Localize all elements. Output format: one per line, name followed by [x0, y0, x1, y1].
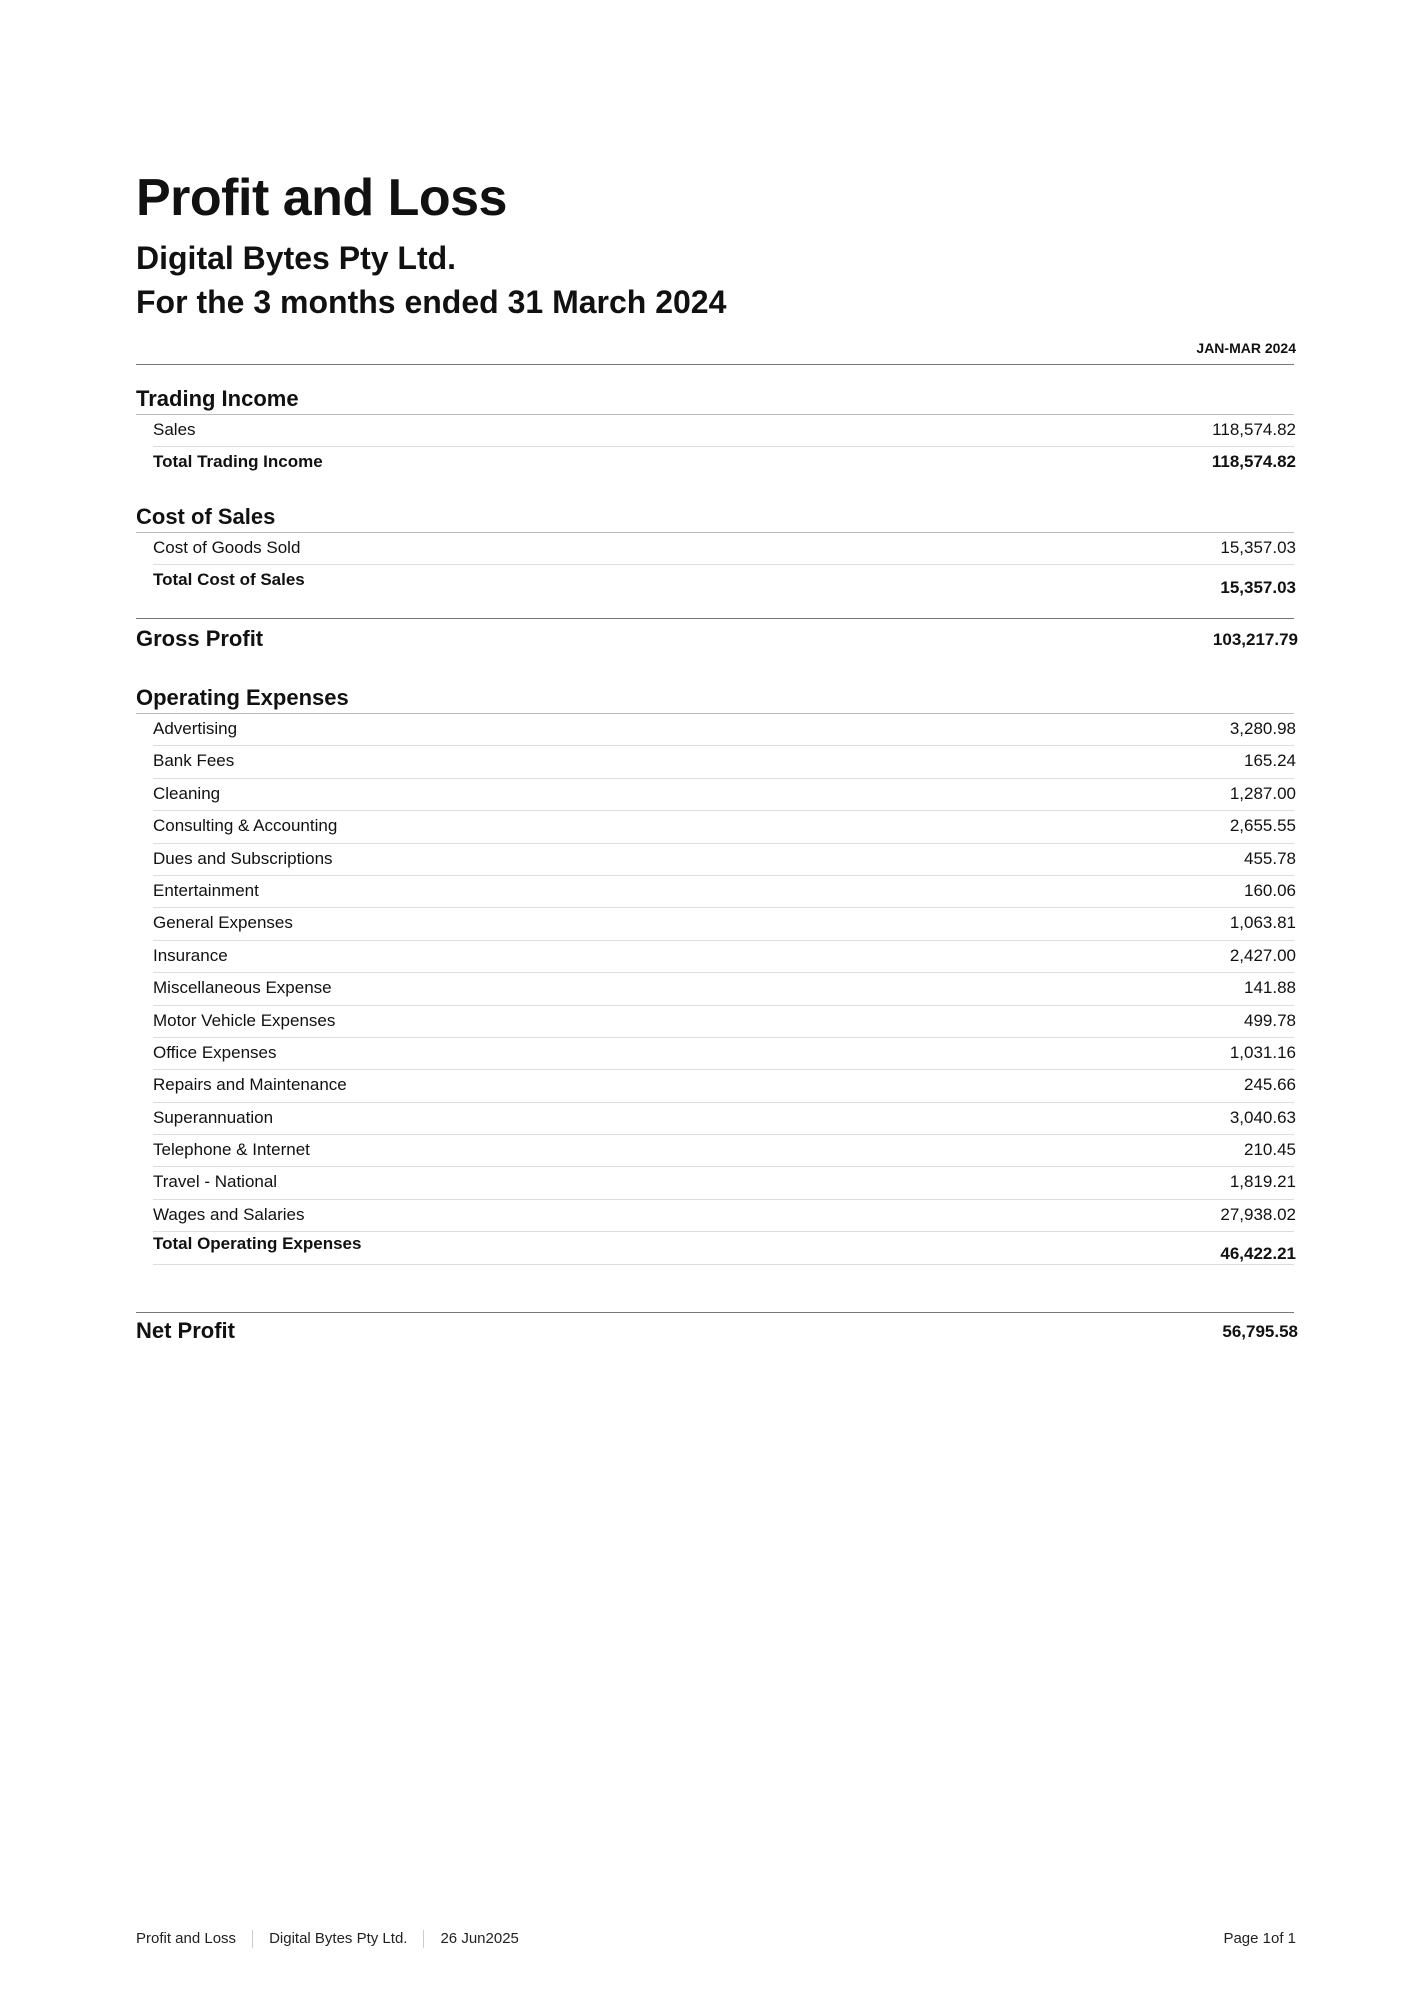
- row-value: 1,287.00: [1229, 783, 1296, 803]
- row-value: 15,357.03: [1220, 538, 1296, 557]
- total-row: [153, 565, 1294, 615]
- report-period: For the 3 months ended 31 March 2024: [136, 284, 727, 320]
- row-value: 165.24: [1244, 751, 1296, 771]
- table-row: [153, 973, 1294, 1005]
- total-value: 118,574.82: [1211, 452, 1296, 472]
- row-value: 1,031.16: [1229, 1042, 1296, 1062]
- row-value: 499.78: [1244, 1010, 1296, 1030]
- gross-profit-value: 103,217.79: [1212, 630, 1298, 649]
- row-value: 245.66: [1244, 1075, 1296, 1095]
- report-title: Profit and Loss: [136, 169, 507, 227]
- footer-separator: [423, 1930, 424, 1948]
- table-row: [153, 415, 1294, 447]
- section-title: Trading Income: [136, 384, 1294, 415]
- net-profit-value: 56,795.58: [1222, 1322, 1298, 1341]
- table-row: [153, 811, 1294, 843]
- row-label: Superannuation: [153, 1107, 274, 1127]
- total-label: Total Trading Income: [153, 452, 323, 472]
- operating-expenses-section: [136, 683, 1294, 1265]
- net-profit-label: Net Profit: [136, 1318, 235, 1343]
- row-label: Consulting & Accounting: [153, 816, 338, 836]
- cost-of-sales-section: [136, 502, 1294, 615]
- table-row: [153, 876, 1294, 908]
- row-label: Wages and Salaries: [153, 1204, 305, 1224]
- row-label: Travel - National: [153, 1172, 278, 1192]
- row-value: 1,063.81: [1229, 913, 1296, 933]
- table-row: [153, 1006, 1294, 1038]
- table-row: [153, 844, 1294, 876]
- table-row: [153, 1167, 1294, 1199]
- net-profit-row: [136, 1318, 1296, 1344]
- total-value: 46,422.21: [1220, 1244, 1296, 1264]
- trading-income-section: [136, 384, 1294, 480]
- section-title: Cost of Sales: [136, 502, 1294, 533]
- page-footer: [136, 1930, 1296, 1948]
- table-row: [153, 746, 1294, 778]
- row-label: Entertainment: [153, 880, 259, 900]
- total-row: [153, 1232, 1294, 1264]
- row-value: 455.78: [1244, 848, 1296, 868]
- table-row: [153, 533, 1294, 565]
- total-row: [153, 447, 1294, 479]
- row-label: Dues and Subscriptions: [153, 848, 333, 868]
- page-number: Page 1of 1: [1223, 1930, 1296, 1947]
- total-value: 15,357.03: [1220, 578, 1296, 598]
- row-label: Office Expenses: [153, 1042, 277, 1062]
- table-row: [153, 1103, 1294, 1135]
- row-value: 160.06: [1244, 880, 1296, 900]
- table-row: [153, 908, 1294, 940]
- row-label: Repairs and Maintenance: [153, 1075, 347, 1095]
- table-row: [153, 714, 1294, 746]
- footer-report-name: Profit and Loss: [136, 1930, 237, 1947]
- footer-separator: [252, 1930, 253, 1948]
- header-divider: [136, 364, 1294, 365]
- row-label: Cleaning: [153, 783, 221, 803]
- footer-date: 26 Jun2025: [440, 1930, 519, 1947]
- row-label: Motor Vehicle Expenses: [153, 1010, 336, 1030]
- row-value: 210.45: [1244, 1140, 1296, 1160]
- row-label: Insurance: [153, 945, 228, 965]
- row-label: Advertising: [153, 719, 238, 738]
- row-value: 2,655.55: [1229, 816, 1296, 836]
- gross-profit-divider: [136, 618, 1294, 619]
- report-page: [136, 0, 1296, 2000]
- gross-profit-label: Gross Profit: [136, 626, 264, 651]
- row-label: Telephone & Internet: [153, 1140, 310, 1160]
- row-value: 141.88: [1244, 978, 1296, 998]
- row-label: Sales: [153, 420, 196, 439]
- net-profit-divider: [136, 1312, 1294, 1313]
- table-row: [153, 1070, 1294, 1102]
- row-value: 27,938.02: [1220, 1204, 1296, 1224]
- total-label: Total Operating Expenses: [153, 1234, 362, 1254]
- row-value: 2,427.00: [1229, 945, 1296, 965]
- row-label: Cost of Goods Sold: [153, 538, 301, 557]
- table-row: [153, 941, 1294, 973]
- row-value: 1,819.21: [1229, 1172, 1296, 1192]
- company-name: Digital Bytes Pty Ltd.: [136, 240, 457, 276]
- table-row: [153, 1038, 1294, 1070]
- table-row: [153, 1200, 1294, 1232]
- table-row: [153, 1135, 1294, 1167]
- gross-profit-row: [136, 626, 1296, 652]
- row-value: 3,040.63: [1229, 1107, 1296, 1127]
- column-header: JAN-MAR 2024: [1196, 340, 1296, 356]
- row-label: General Expenses: [153, 913, 293, 933]
- row-label: Bank Fees: [153, 751, 235, 771]
- row-value: 3,280.98: [1229, 719, 1296, 738]
- row-value: 118,574.82: [1212, 420, 1296, 439]
- table-row: [153, 779, 1294, 811]
- operating-expenses-rows: [136, 714, 1294, 1232]
- section-title: Operating Expenses: [136, 683, 1294, 714]
- total-label: Total Cost of Sales: [153, 570, 305, 590]
- footer-company: Digital Bytes Pty Ltd.: [269, 1930, 408, 1947]
- row-label: Miscellaneous Expense: [153, 978, 332, 998]
